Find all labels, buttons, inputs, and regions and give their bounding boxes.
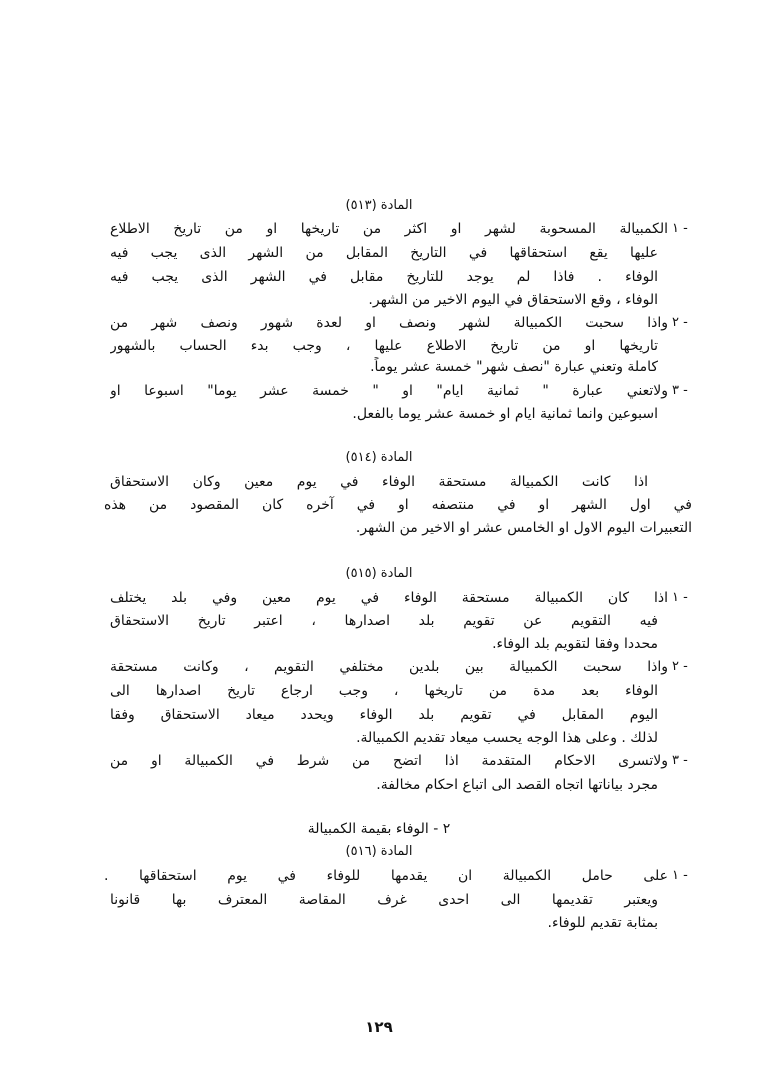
text-line: الوفاء . فاذا لم يوجد للتاريخ مقابل في الشهر الذى يجب فيه: [110, 269, 658, 285]
text-line: لذلك . وعلى هذا الوجه يحسب ميعاد تقديم الكمبيالة.: [356, 730, 658, 746]
item-number: ١ -: [672, 868, 688, 883]
text-line: ولاتعني عبارة " ثمانية ايام" او " خمسة عشر يوما" اسبوعا او: [110, 383, 668, 399]
item-number: ٢ -: [672, 315, 688, 330]
article-513-title: المادة (٥١٣): [345, 198, 413, 213]
item-number: ٣ -: [672, 753, 688, 768]
text-line: الوفاء بعد مدة من تاريخها ، وجب ارجاع تاريخ اصدارها الى: [110, 683, 658, 699]
item-number: ١ -: [672, 221, 688, 236]
text-line: واذا سحبت الكمبيالة بين بلدين مختلفي التقويم ، وكانت مستحقة: [110, 659, 668, 675]
item-number: ٣ -: [672, 383, 688, 398]
text-line: تاريخها او من تاريخ الاطلاع عليها ، وجب بدء الحساب بالشهور: [110, 338, 658, 354]
page-number: ١٢٩: [365, 1018, 393, 1036]
text-line: التعبيرات اليوم الاول او الخامس عشر او الاخير من الشهر.: [355, 520, 692, 536]
text-line: الكمبيالة المسحوبة لشهر او اكثر من تاريخها او من تاريخ الاطلاع: [110, 221, 668, 237]
text-line: كاملة وتعني عبارة "نصف شهر" خمسة عشر يوماً.: [370, 359, 658, 375]
item-number: ٢ -: [672, 659, 688, 674]
article-516-title: المادة (٥١٦): [345, 844, 413, 859]
text-line: عليها يقع استحقاقها في التاريخ المقابل من الشهر الذى يجب فيه: [110, 245, 658, 261]
text-line: اذا كان الكمبيالة مستحقة الوفاء في يوم معين وفي بلد يختلف: [110, 590, 668, 606]
text-line: مجرد بياناتها اتجاه القصد الى اتباع احكام مخالفة.: [376, 777, 658, 793]
text-line: على حامل الكمبيالة ان يقدمها للوفاء في يوم استحقاقها .: [104, 868, 668, 884]
item-number: ١ -: [672, 590, 688, 605]
text-line: الوفاء ، وقع الاستحقاق في اليوم الاخير من الشهر.: [368, 292, 658, 308]
text-line: اذا كانت الكمبيالة مستحقة الوفاء في يوم معين وكان الاستحقاق: [110, 474, 648, 490]
text-line: ولاتسرى الاحكام المتقدمة اذا اتضح من شرط في الكمبيالة او من: [110, 753, 668, 769]
article-515-title: المادة (٥١٥): [345, 566, 413, 581]
text-line: اسبوعين وانما ثمانية ايام او خمسة عشر يوما بالفعل.: [352, 406, 658, 422]
text-line: واذا سحبت الكمبيالة لشهر ونصف او لعدة شهور ونصف شهر من: [110, 315, 668, 331]
text-line: في اول الشهر او في منتصفه او في آخره كان المقصود من هذه: [104, 497, 692, 513]
article-514-title: المادة (٥١٤): [345, 450, 413, 465]
text-line: محددا وفقا لتقويم بلد الوفاء.: [492, 636, 658, 652]
text-line: فيه التقويم عن تقويم بلد اصدارها ، اعتبر تاريخ الاستحقاق: [110, 613, 658, 629]
text-line: ويعتبر تقديمها الى احدى غرف المقاصة المعترف بها قانونا: [110, 892, 658, 908]
text-line: اليوم المقابل في تقويم بلد الوفاء ويحدد ميعاد الاستحقاق وفقا: [110, 707, 658, 723]
section-title: ٢ - الوفاء بقيمة الكمبيالة: [307, 821, 451, 837]
text-line: بمثابة تقديم للوفاء.: [547, 915, 658, 931]
